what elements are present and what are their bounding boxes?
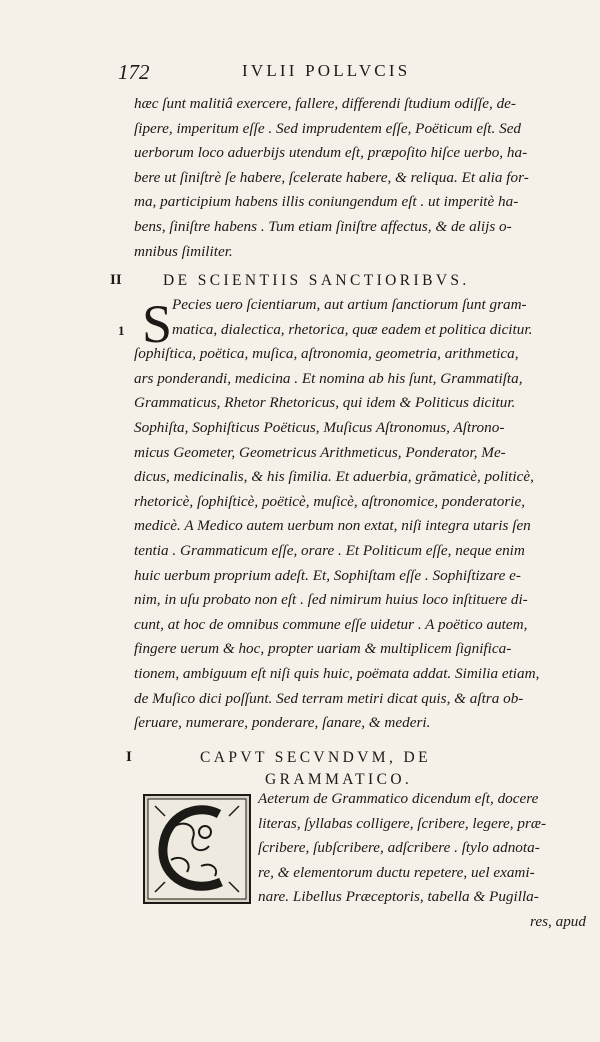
text-line: matica, dialectica, rhetorica, quæ eadem et politica dicitur.	[172, 320, 533, 338]
text-line: cunt, at hoc de omnibus commune eſſe uidetur . A poëtico autem,	[134, 615, 528, 633]
chapter-heading-continued: GRAMMATICO.	[265, 771, 413, 788]
margin-marker: 1	[118, 323, 125, 338]
text-line: tentia . Grammaticum eſſe, orare . Et Politicum eſſe, neque enim	[134, 541, 525, 559]
text-line: de Muſico dici poſſunt. Sed terram metiri dicat quis, & aſtra ob-	[134, 689, 524, 707]
catchword: res, apud	[530, 912, 586, 930]
section-marker: I	[126, 749, 132, 765]
text-line: Aeterum de Grammatico dicendum eſt, docere	[258, 790, 539, 807]
text-line: nare. Libellus Præceptoris, tabella & Pugilla-	[258, 888, 539, 906]
text-line: Sophiſta, Sophiſticus Poëticus, Muſicus Aſtronomus, Aſtrono-	[134, 418, 505, 436]
text-line: bens, ſiniſtre habens . Tum etiam ſiniſtre affectus, & de alijs o-	[134, 217, 512, 235]
text-line: rhetoricè, ſophiſticè, poëticè, muſicè, aſtronomice, ponderatorie,	[134, 492, 525, 510]
running-title: IVLII POLLVCIS	[242, 61, 411, 80]
text-line: fingere uerum & hoc, propter uariam & multiplicem ſignifica-	[134, 640, 512, 658]
ornamental-initial	[143, 794, 251, 904]
text-line: mnibus ſimiliter.	[134, 242, 233, 260]
text-line: dicus, medicinalis, & his ſimilia. Et aduerbia, grămaticè, politicè,	[134, 468, 534, 486]
text-line: hæc ſunt malitiâ exercere, fallere, differendi ſtudium odiſſe, de-	[134, 95, 516, 112]
text-line: re, & elementorum ductu repetere, uel exami-	[258, 863, 535, 881]
text-line: Pecies uero ſcientiarum, aut artium ſanctiorum ſunt gram-	[172, 296, 527, 313]
text-line: huic uerbum proprium adeſt. Et, Sophiſtam eſſe . Sophiſtizare e-	[134, 566, 521, 584]
text-line: ſcribere, ſubſcribere, adſcribere . ſtylo adnota-	[258, 839, 540, 857]
top-paragraph	[134, 92, 590, 264]
text-line: ſipere, imperitum eſſe . Sed imprudentem eſſe, Poëticum eſt. Sed	[134, 119, 522, 137]
drop-cap-s: S	[142, 294, 173, 354]
chapter-paragraph	[258, 787, 598, 935]
text-line: nim, in uſu probato non eſt . ſed nimirum huius loco inſtituere di-	[134, 591, 528, 609]
text-line: ſeruare, numerare, ponderare, ſanare, & mederi.	[134, 714, 431, 732]
text-line: ma, participium habens illis coniungendum eſt . ut imperitè ha-	[134, 193, 519, 211]
section-heading: DE SCIENTIIS SANCTIORIBVS.	[163, 272, 470, 289]
section-marker: II	[110, 272, 122, 288]
page-header	[118, 60, 538, 88]
section-paragraph	[134, 293, 590, 736]
text-line: ſophiſtica, poëtica, muſica, aſtronomia, geometria, arithmetica,	[134, 345, 519, 363]
text-line: ars ponderandi, medicina . Et nomina ab his ſunt, Grammatiſta,	[134, 369, 523, 387]
text-line: tionem, ambiguum eſt niſi quis huic, poëmata addat. Similia etiam,	[134, 664, 540, 682]
text-line: Grammaticus, Rhetor Rhetoricus, qui idem & Politicus dicitur.	[134, 394, 516, 412]
page-number: 172	[118, 60, 150, 84]
text-line: micus Geometer, Geometricus Arithmeticus, Ponderator, Me-	[134, 443, 506, 461]
text-line: medicè. A Medico autem uerbum non extat, niſi integra utaris ſen	[134, 517, 531, 535]
text-line: bere ut ſiniſtrè ſe habere, ſcelerate habere, & reliqua. Et alia for-	[134, 168, 529, 186]
chapter-heading: CAPVT SECVNDVM, DE	[200, 749, 432, 766]
text-line: literas, ſyllabas colligere, ſcribere, legere, præ-	[258, 814, 547, 832]
ornament-drawing	[145, 796, 249, 902]
text-line: uerborum loco aduerbijs utendum eſt, præpoſito hiſce uerbo, ha-	[134, 144, 528, 162]
